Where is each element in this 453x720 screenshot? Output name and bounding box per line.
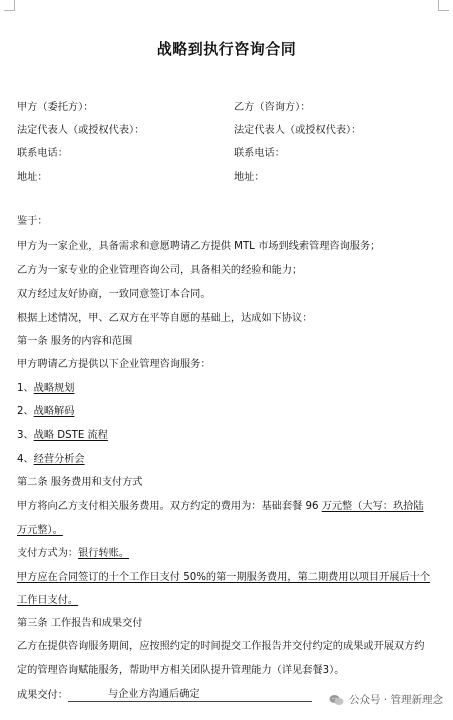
service-item-2 (17, 405, 74, 418)
preamble-paragraph-1: 甲方为一家企业，具备需求和意愿聘请乙方提供 MTL 市场到线索管理咨询服务； (17, 241, 381, 252)
payment-method-label: 支付方式为： (17, 548, 79, 559)
service-item-number: 3、 (17, 430, 34, 441)
delivery-label: 成果交付： (17, 690, 68, 701)
page-corner-mark-right (438, 0, 449, 11)
payment-schedule-text: 工作日支付。 (17, 595, 79, 606)
watermark-text: 公众号 · 管理新理念 (348, 694, 443, 706)
fee-line-1 (17, 500, 424, 513)
service-item-number: 4、 (17, 454, 34, 465)
payment-schedule-text: 甲方应在合同签订的十个工作日支付 50%的第一期服务费用，第二期费用以项目开展后十个 (17, 572, 431, 583)
party-b-address-label: 地址： (234, 172, 265, 183)
service-item-number: 2、 (17, 406, 34, 417)
preamble-heading: 鉴于： (17, 216, 48, 227)
delivery-line (17, 688, 312, 702)
article-3-line-2: 定的管理咨询赋能服务，帮助甲方相关团队提升管理能力（详见套餐3）。 (17, 665, 345, 676)
article-3-heading: 第三条 工作报告和成果交付 (17, 618, 143, 629)
fee-amount-end: 万元整）。 (17, 525, 63, 536)
page-corner-mark-left (4, 0, 15, 11)
party-b-name-label: 乙方（咨询方）： (234, 102, 311, 113)
article-3-line-1: 乙方在提供咨询服务期间，应按照约定的时间提交工作报告并交付约定的成果或开展双方约 (17, 641, 425, 652)
watermark (329, 692, 443, 707)
payment-method-value: 银行转账。 (78, 548, 130, 559)
payment-method-line (17, 547, 129, 560)
party-a-address-label: 地址： (17, 172, 48, 183)
service-item-text: 战略 DSTE 流程 (33, 430, 108, 441)
document-title: 战略到执行咨询合同 (156, 40, 297, 58)
party-a-name-label: 甲方（委托方）： (17, 102, 94, 113)
service-item-text: 战略解码 (33, 406, 75, 417)
party-b-phone-label: 联系电话： (234, 148, 285, 159)
article-1-intro: 甲方聘请乙方提供以下企业管理咨询服务： (17, 359, 211, 370)
article-1-heading: 第一条 服务的内容和范围 (17, 336, 133, 347)
preamble-paragraph-3: 双方经过友好协商，一致同意签订本合同。 (17, 289, 211, 300)
service-item-text: 战略规划 (33, 383, 75, 394)
delivery-blank (68, 688, 312, 702)
fee-text: 甲方将向乙方支付相关服务费用。双方约定的费用为：基础套餐 96 (17, 501, 322, 512)
service-item-4 (17, 453, 85, 466)
service-item-3 (17, 429, 108, 442)
wechat-icon (329, 694, 344, 706)
payment-schedule-line-2 (17, 594, 78, 607)
party-b-rep-label: 法定代表人（或授权代表）： (234, 125, 362, 136)
service-item-text: 经营分析会 (33, 454, 85, 465)
article-2-heading: 第二条 服务费用和支付方式 (17, 477, 143, 488)
party-a-rep-label: 法定代表人（或授权代表）： (17, 125, 145, 136)
fee-line-2 (17, 524, 63, 537)
payment-schedule-line-1 (17, 571, 430, 584)
service-item-number: 1、 (17, 383, 34, 394)
preamble-paragraph-2: 乙方为一家专业的企业管理咨询公司，具备相关的经验和能力； (17, 265, 303, 276)
preamble-paragraph-4: 根据上述情况，甲、乙双方在平等自愿的基础上，达成如下协议： (17, 313, 313, 324)
delivery-value: 与企业方沟通后确定 (107, 689, 200, 700)
party-a-phone-label: 联系电话： (17, 148, 68, 159)
service-item-1 (17, 382, 74, 395)
fee-amount: 万元整（大写：玖拾陆 (321, 501, 424, 512)
